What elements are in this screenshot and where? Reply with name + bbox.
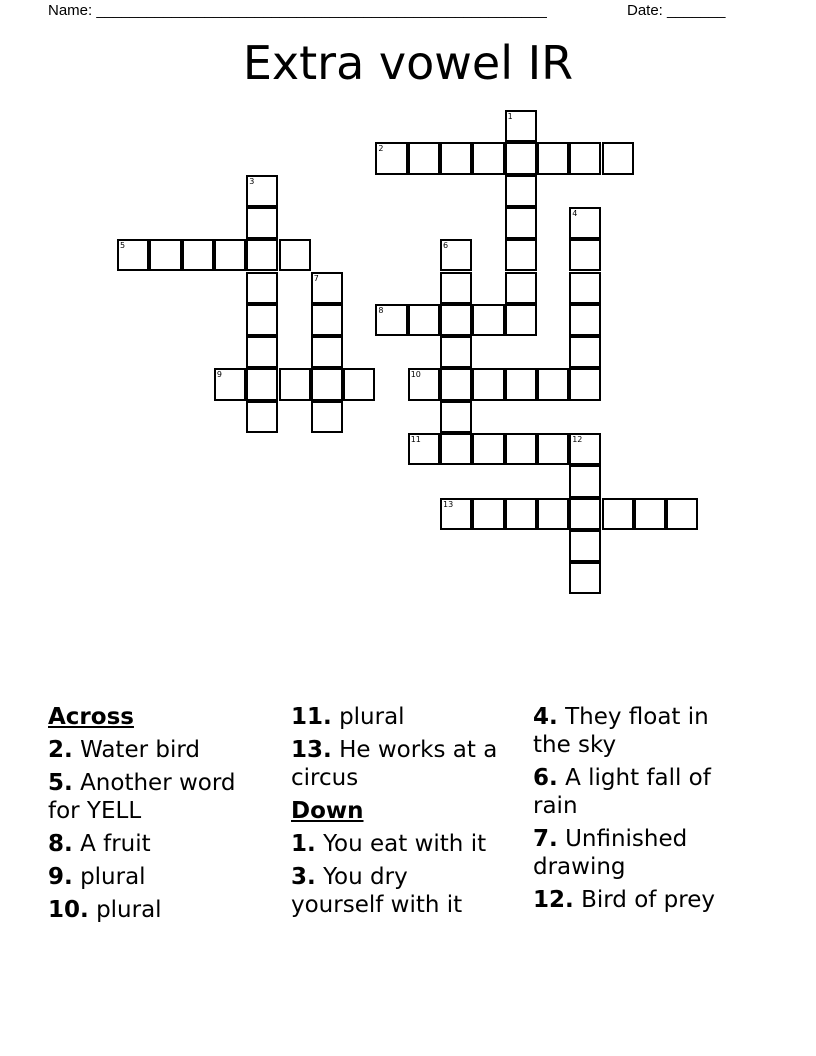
grid-cell[interactable] [311,368,343,400]
grid-cell[interactable] [569,368,601,400]
grid-cell[interactable] [375,142,407,174]
clue-number: 10 [410,370,421,380]
grid-cell[interactable] [505,368,537,400]
grid-cell[interactable] [214,368,246,400]
grid-cell[interactable] [440,368,472,400]
clue-down-6: 6. A light fall of rain [533,765,711,819]
grid-cell[interactable] [246,401,278,433]
grid-cell[interactable] [472,368,504,400]
grid-cell[interactable] [311,336,343,368]
grid-cell[interactable] [408,433,440,465]
grid-cell[interactable] [182,239,214,271]
clue-across-10: 10. plural [48,897,162,923]
clue-column-2 [291,703,506,924]
grid-cell[interactable] [408,368,440,400]
grid-cell[interactable] [569,530,601,562]
grid-cell[interactable] [408,304,440,336]
grid-cell[interactable] [505,433,537,465]
grid-cell[interactable] [440,239,472,271]
grid-cell[interactable] [569,336,601,368]
clue-number: 12 [572,435,583,444]
grid-cell[interactable] [569,562,601,594]
grid-cell[interactable] [537,433,569,465]
grid-cell[interactable] [440,142,472,174]
clue-across-5: 5. Another word for YELL [48,770,236,824]
clue-down-7: 7. Unfinished drawing [533,826,688,880]
clue-across-9: 9. plural [48,864,146,890]
clue-down-1: 1. You eat with it [291,831,487,857]
grid-cell[interactable] [246,207,278,239]
clue-down-4: 4. They float in the sky [533,704,709,758]
clue-down-3: 3. You dry yourself with it [291,864,463,918]
clue-number: 6 [443,241,449,251]
grid-cell[interactable] [505,175,537,207]
grid-cell[interactable] [246,336,278,368]
grid-cell[interactable] [246,368,278,400]
grid-cell[interactable] [505,498,537,530]
name-field: Name: ______________________________________________________ [48,2,547,19]
clue-column-3 [533,703,743,919]
clue-number: 9 [216,370,222,380]
grid-cell[interactable] [343,368,375,400]
clue-number: 8 [378,305,384,315]
grid-cell[interactable] [214,239,246,271]
grid-cell[interactable] [505,304,537,336]
down-heading: Down [291,798,364,824]
clue-across-13: 13. He works at a circus [291,737,498,791]
grid-cell[interactable] [569,498,601,530]
grid-cell[interactable] [505,110,537,142]
clue-number: 11 [410,435,421,444]
grid-cell[interactable] [246,175,278,207]
grid-cell[interactable] [602,142,634,174]
grid-cell[interactable] [311,304,343,336]
grid-cell[interactable] [440,272,472,304]
clue-number: 5 [120,241,126,251]
grid-cell[interactable] [569,465,601,497]
grid-cell[interactable] [666,498,698,530]
date-field: Date: _______ [627,2,726,19]
clue-number: 13 [443,499,454,509]
grid-cell[interactable] [440,498,472,530]
grid-cell[interactable] [569,433,601,465]
grid-cell[interactable] [246,239,278,271]
grid-cell[interactable] [505,272,537,304]
grid-cell[interactable] [440,433,472,465]
grid-cell[interactable] [569,272,601,304]
grid-cell[interactable] [569,142,601,174]
grid-cell[interactable] [505,142,537,174]
grid-cell[interactable] [634,498,666,530]
clue-across-2: 2. Water bird [48,737,201,763]
grid-cell[interactable] [440,336,472,368]
grid-cell[interactable] [505,207,537,239]
clue-column-1 [48,703,248,929]
clue-down-12: 12. Bird of prey [533,887,715,913]
grid-cell[interactable] [505,239,537,271]
grid-cell[interactable] [472,498,504,530]
clue-number: 4 [572,208,578,218]
clue-number: 3 [249,176,255,186]
grid-cell[interactable] [440,304,472,336]
grid-cell[interactable] [311,272,343,304]
grid-cell[interactable] [311,401,343,433]
grid-cell[interactable] [440,401,472,433]
clue-number: 2 [378,144,384,154]
grid-cell[interactable] [537,142,569,174]
grid-cell[interactable] [472,304,504,336]
grid-cell[interactable] [279,368,311,400]
grid-cell[interactable] [246,304,278,336]
grid-cell[interactable] [472,433,504,465]
grid-cell[interactable] [569,239,601,271]
grid-cell[interactable] [246,272,278,304]
clue-across-11: 11. plural [291,704,405,730]
grid-cell[interactable] [537,368,569,400]
grid-cell[interactable] [408,142,440,174]
grid-cell[interactable] [569,304,601,336]
grid-cell[interactable] [537,498,569,530]
grid-cell[interactable] [602,498,634,530]
grid-cell[interactable] [279,239,311,271]
clue-number: 7 [313,273,319,283]
grid-cell[interactable] [569,207,601,239]
clue-number: 1 [507,112,513,121]
grid-cell[interactable] [375,304,407,336]
across-heading: Across [48,704,134,730]
grid-cell[interactable] [472,142,504,174]
clue-across-8: 8. A fruit [48,831,151,857]
grid-cell[interactable] [149,239,181,271]
page-title: Extra vowel IR [242,36,574,90]
grid-cell[interactable] [117,239,149,271]
